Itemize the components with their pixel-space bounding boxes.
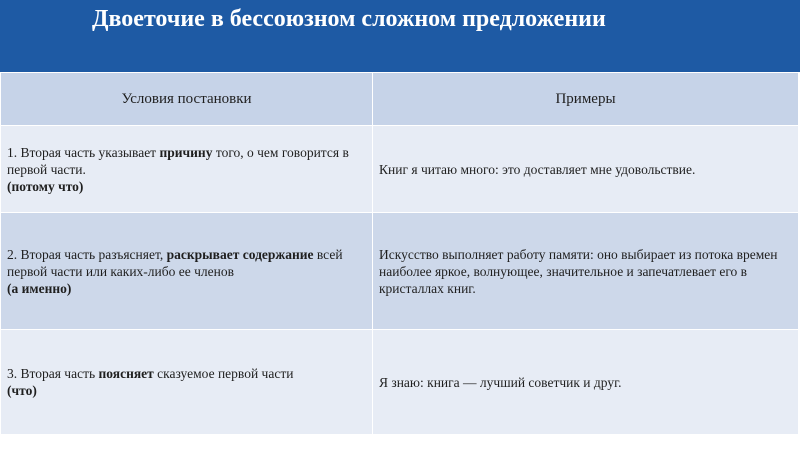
example-text: Книг я читаю много: это доставляет мне удовольствие. — [379, 161, 696, 177]
condition-keyword: поясняет — [98, 366, 154, 381]
condition-text: всей первой части или каких-либо ее членов — [7, 246, 343, 279]
condition-text: 3. Вторая часть — [7, 366, 99, 381]
condition-text: 2. Вторая часть разъясняет, — [7, 246, 167, 262]
condition-cell — [1, 126, 373, 213]
condition-keyword: причину — [159, 144, 213, 160]
condition-text: того, о чем говорится в первой части. — [7, 144, 349, 177]
condition-cell — [1, 330, 373, 435]
condition-cell — [1, 213, 373, 330]
header-examples: Примеры — [373, 73, 799, 126]
conjunction-hint: (а именно) — [7, 280, 72, 296]
rules-table — [0, 72, 799, 435]
condition-keyword: раскрывает содержание — [166, 246, 314, 262]
table-row — [1, 330, 799, 435]
example-text: Искусство выполняет работу памяти: оно выбирает из потока времен наиболее яркое, волнующее, значительное и запечатлевает его в кристаллах книг. — [379, 246, 778, 296]
conjunction-hint: (что) — [7, 383, 37, 398]
table-row — [1, 213, 799, 330]
header-conditions: Условия постановки — [1, 73, 373, 126]
example-cell — [373, 213, 799, 330]
condition-text: 1. Вторая часть указывает — [7, 144, 160, 160]
condition-text: сказуемое первой части — [153, 366, 294, 381]
example-text: Я знаю: книга — лучший советчик и друг. — [379, 374, 622, 390]
example-cell — [373, 330, 799, 435]
table-row — [1, 126, 799, 213]
slide-title: Двоеточие в бессоюзном сложном предложении — [92, 6, 606, 32]
example-cell — [373, 126, 799, 213]
title-bar — [0, 0, 800, 74]
table-header-row — [1, 73, 799, 126]
conjunction-hint: (потому что) — [7, 178, 84, 194]
